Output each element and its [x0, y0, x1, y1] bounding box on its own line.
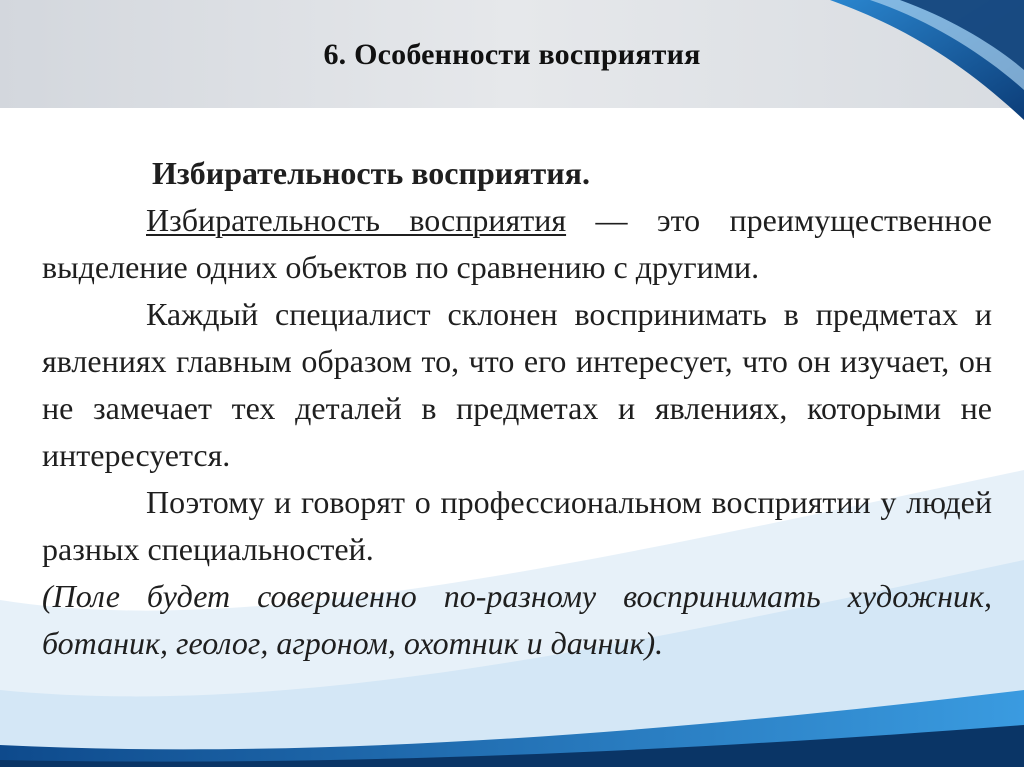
definition-text: — это преимущественное выделение одних объектов по сравнению с другими. [42, 202, 993, 285]
slide-body [42, 150, 992, 667]
section-heading: Избирательность восприятия. [152, 155, 590, 191]
definition-term: Избирательность восприятия [146, 202, 567, 238]
definition-paragraph [42, 197, 992, 291]
example-note: (Поле будет совершенно по-разному воспринимать художник, ботаник, геолог, агроном, охотник и дачник). [42, 578, 992, 661]
paragraph-professional: Поэтому и говорят о профессиональном восприятии у людей разных специальностей. [42, 484, 992, 567]
paragraph-specialist: Каждый специалист склонен воспринимать в предметах и явлениях главным образом то, что его интересует, что он изучает, он не замечает тех деталей в предметах и явлениях, которыми не интересуется. [42, 296, 992, 473]
slide-title: 6. Особенности восприятия [323, 38, 701, 71]
